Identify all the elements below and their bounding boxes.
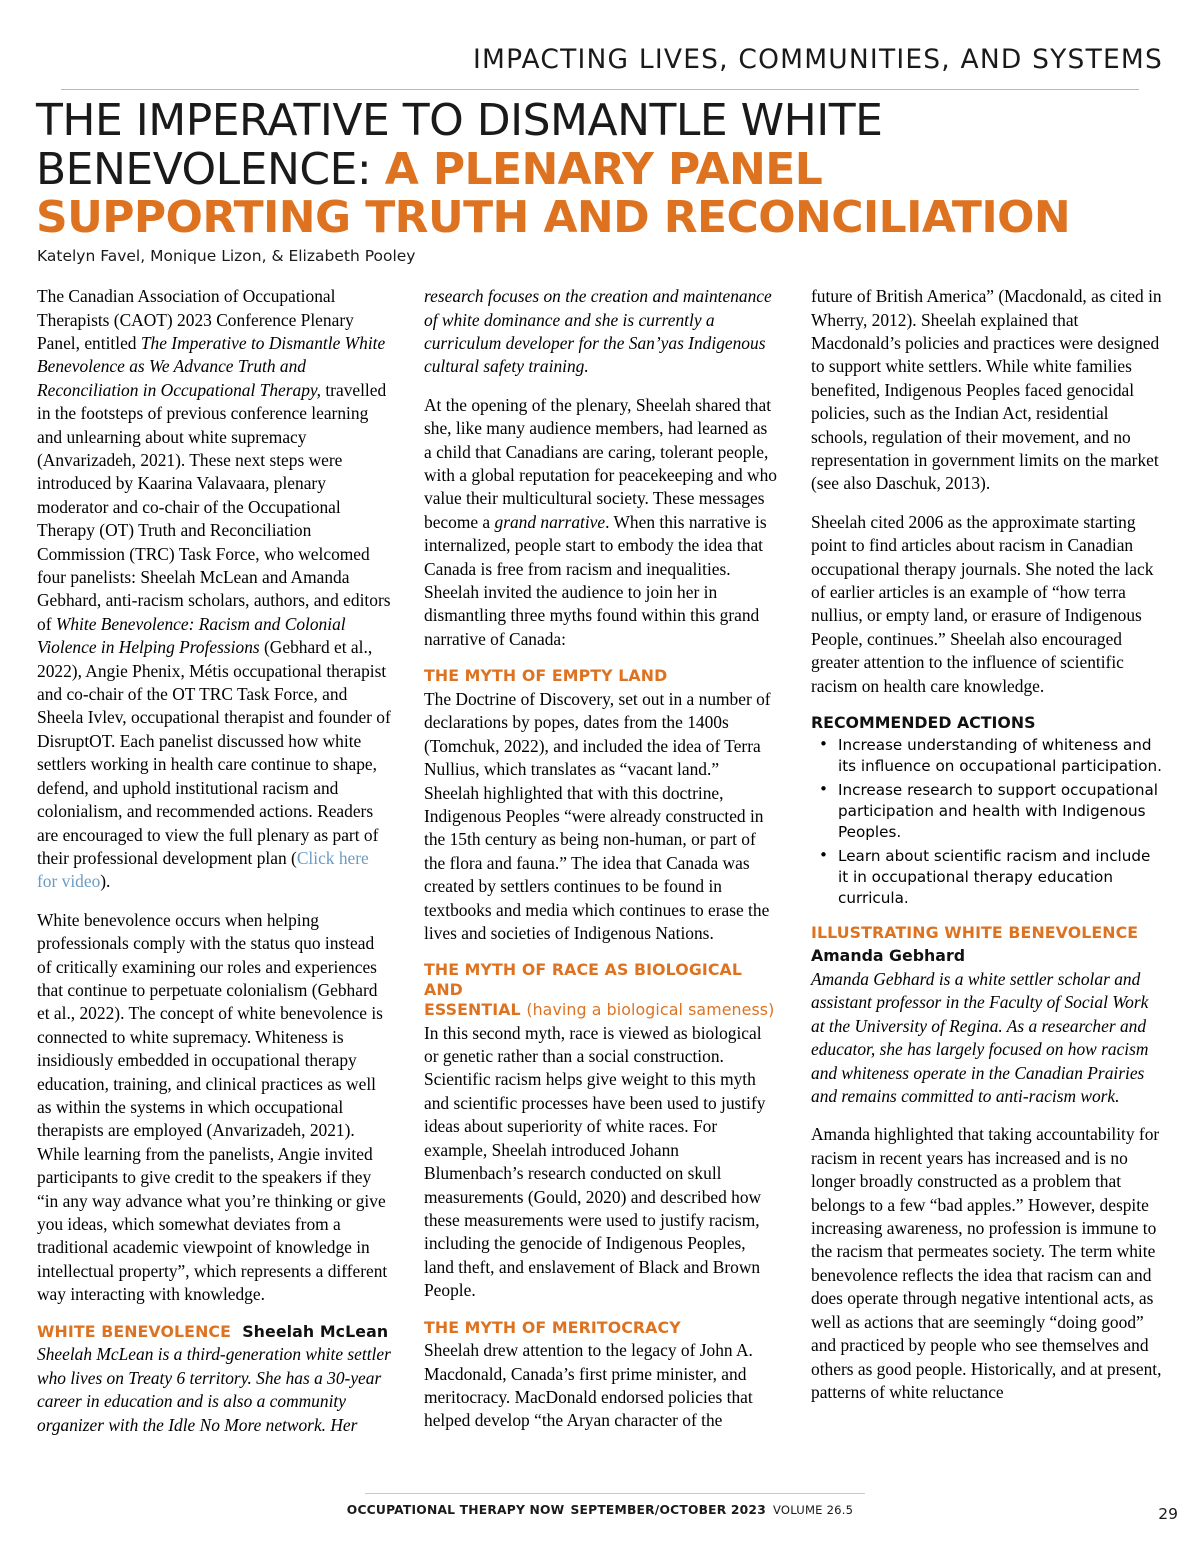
recommended-actions-list: [811, 735, 1165, 909]
paragraph: In this second myth, race is viewed as biological or genetic rather than a social construction. Scientific racism helps give weight to this myth and scientific processes have been used to justify ideas about superiority of white races. For example, Sheelah introduced Johann Blumenbach’s research conducted on skull measurements (Gould, 2020) and described how these measurements were used to justify racism, including the genocide of Indigenous Peoples, land theft, and enslavement of Black and Brown People.: [424, 1022, 766, 1301]
section-heading-myth-empty-land: THE MYTH OF EMPTY LAND: [424, 666, 668, 686]
text-run-italic: White Benevolence: Racism and Colonial Violence in Helping Professions: [37, 613, 346, 658]
footer-divider: [365, 1493, 865, 1494]
column-3: [811, 285, 1165, 1452]
paragraph: Sheelah drew attention to the legacy of John A. Macdonald, Canada’s first prime minister, and meritocracy. MacDonald endorsed policies that helped develop “the Aryan character of the: [424, 1340, 753, 1431]
headline-line-2-accent: A PLENARY PANEL: [384, 144, 823, 196]
footer-issue-date: SEPTEMBER/OCTOBER 2023: [570, 1503, 766, 1517]
page-title: [35, 96, 1165, 241]
video-link[interactable]: Click here for video: [37, 847, 369, 892]
headline-line-3: SUPPORTING TRUTH AND RECONCILIATION: [36, 191, 1071, 243]
text-run: . When this narrative is internalized, people start to embody the idea that Canada is free from racism and inequalities. Sheelah invited the audience to join her in dismantling three myths found within this grand narrative of Canada:: [424, 511, 767, 649]
article-body: [35, 285, 1165, 1452]
paragraph: Sheelah cited 2006 as the approximate starting point to find articles about racism in Canadian occupational therapy journals. She noted the lack of earlier articles is an example of “how terra nullius, or empty land, or erasure of Indigenous People, continues.” Sheelah also encouraged greater attention to the influence of scientific racism on health care knowledge.: [811, 511, 1154, 696]
headline-line-1: THE IMPERATIVE TO DISMANTLE WHITE: [36, 95, 883, 146]
heading-text: WHITE BENEVOLENCE: [37, 1321, 231, 1341]
byline: Katelyn Favel, Monique Lizon, & Elizabeth Pooley: [37, 247, 416, 266]
paragraph: [424, 394, 778, 651]
paragraph: The Doctrine of Discovery, set out in a number of declarations by popes, dates from the 1400s (Tomchuk, 2022), and included the idea of Terra Nullius, which translates as “vacant land.” Sheelah highlighted that with this doctrine, Indigenous Peoples “were already constructed in the 15th century as being non-human, or part of the flora and fauna.” The idea that Canada was created by settlers continues to be found in textbooks and media which continues to erase the lives and societies of Indigenous Nations.: [424, 688, 771, 944]
panelist-name: Amanda Gebhard: [811, 946, 966, 966]
text-run: ).: [100, 871, 111, 892]
section-heading-illustrating-white-benevolence: ILLUSTRATING WHITE BENEVOLENCE: [811, 922, 1139, 942]
section-heading-recommended-actions: RECOMMENDED ACTIONS: [811, 713, 1036, 733]
headline-line-2-prefix: BENEVOLENCE:: [36, 144, 385, 196]
text-run-italic: grand narrative: [494, 511, 606, 532]
page-number: 29: [1158, 1505, 1178, 1523]
text-run: travelled in the footsteps of previous conference learning and unlearning about white supremacy (Anvarizadeh, 2021). These next steps were introduced by Kaarina Valavaara, plenary moderator and co-chair of the Occupational Therapy (OT) Truth and Reconciliation Commission (TRC) Task Force, who welcomed four panelists: Sheelah McLean and Amanda Gebhard, anti-racism scholars, authors, and editors of: [37, 379, 391, 634]
footer-journal-name: OCCUPATIONAL THERAPY NOW: [346, 1503, 565, 1517]
footer-volume: VOLUME 26.5: [772, 1503, 854, 1517]
paragraph: White benevolence occurs when helping professionals comply with the status quo instead of critically examining our roles and experiences that continue to perpetuate colonialism (Gebhard et al., 2022). The concept of white benevolence is connected to white supremacy. Whiteness is insidiously embedded in occupational therapy education, training, and clinical practices as well as within the systems in which occupational therapists are employed (Anvarizadeh, 2021). While learning from the panelists, Angie invited participants to give credit to the speakers if they “in any way advance what you’re thinking or give you ideas, which somewhat deviates from a traditional academic viewpoint of knowledge in intellectual property”, which represents a different way interacting with knowledge.: [37, 909, 388, 1305]
footer-content: [35, 1503, 1165, 1517]
panelist-name: Sheelah McLean: [242, 1321, 389, 1341]
header-divider: [61, 89, 1139, 90]
page-footer: [35, 1493, 1165, 1517]
panelist-bio: Amanda Gebhard is a white settler scholar and assistant professor in the Faculty of Social Work at the University of Regina. As a researcher and educator, she has largely focused on how racism and whiteness operate in the Canadian Prairies and remains committed to anti-racism work.: [811, 969, 1149, 1107]
section-heading-myth-race-biological: [424, 960, 778, 1019]
heading-text-line-2: ESSENTIAL: [424, 999, 521, 1019]
section-kicker: IMPACTING LIVES, COMMUNITIES, AND SYSTEMS: [472, 44, 1163, 75]
list-item: • Learn about scientific racism and include it in occupational therapy education curricula.: [811, 846, 1165, 909]
heading-text-line-1: THE MYTH OF RACE AS BIOLOGICAL AND: [424, 960, 743, 1000]
paragraph: [37, 285, 391, 894]
section-heading-myth-meritocracy: THE MYTH OF MERITOCRACY: [424, 1317, 681, 1337]
section-heading-white-benevolence: [37, 1322, 391, 1342]
text-run: At the opening of the plenary, Sheelah shared that she, like many audience members, had learned as a child that Canadians are caring, tolerant people, with a global reputation for peacekeeping and who value their multicultural society. These messages become a: [424, 394, 778, 532]
column-1: [37, 285, 391, 1452]
text-run: The Canadian Association of Occupational Therapists (CAOT) 2023 Conference Plenary Panel, entitled: [37, 286, 354, 353]
paragraph: Amanda highlighted that taking accountability for racism in recent years has increased and is no longer broadly constructed as a problem that belongs to a few “bad apples.” However, despite increasing awareness, no profession is immune to the racism that permeates society. The term white benevolence reflects the idea that racism can and does operate through negative intentional acts, as well as actions that are seemingly “doing good” and practiced by people who see themselves and others as good people. Historically, and at present, patterns of white reluctance: [811, 1124, 1162, 1402]
paragraph: future of British America” (Macdonald, as cited in Wherry, 2012). Sheelah explained that Macdonald’s policies and practices were designed to support white settlers. While white families benefited, Indigenous Peoples faced genocidal policies, such as the Indian Act, residential schools, regulation of their movement, and no representation in government limits on the market (see also Daschuk, 2013).: [811, 286, 1162, 494]
text-run: (Gebhard et al., 2022), Angie Phenix, Métis occupational therapist and co-chair of the OT TRC Task Force, and Sheela Ivlev, occupational therapist and founder of DisruptOT. Each panelist discussed how white settlers working in health care continue to shape, defend, and uphold institutional racism and colonialism, and recommended actions. Readers are encouraged to view the full plenary as part of their professional development plan (: [37, 637, 391, 868]
text-run-italic: The Imperative to Dismantle White Benevolence as We Advance Truth and Reconciliation in Occupational Therapy,: [37, 332, 386, 400]
column-2: [424, 285, 778, 1452]
panelist-bio: Sheelah McLean is a third-generation white settler who lives on Treaty 6 territory. She has a 30-year career in education and is also a community organizer with the Idle No More network. Her: [37, 1344, 391, 1435]
heading-parenthetical: (having a biological sameness): [526, 999, 775, 1019]
panelist-bio-continued: research focuses on the creation and maintenance of white dominance and she is currently a curriculum developer for the San’yas Indigenous cultural safety training.: [424, 286, 772, 377]
list-item: • Increase understanding of whiteness and its influence on occupational participation.: [811, 735, 1165, 777]
list-item: • Increase research to support occupational participation and health with Indigenous Peoples.: [811, 780, 1165, 843]
